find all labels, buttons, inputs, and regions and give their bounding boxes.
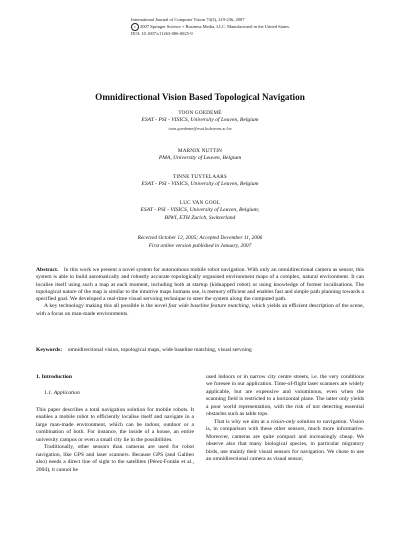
online-publication-date: First online version published in January, 2007 bbox=[148, 243, 252, 249]
author-affiliation: ESAT - PSI - VISICS, University of Leuven, Belgium bbox=[141, 181, 259, 188]
body-paragraph: used indoors or in narrow city centre streets, i.e. the very conditions we foresee in our application. Time-of-flight laser scanners are widely applicable, but are expensive and voluminous, even when the scanning field is restricted to a horizontal plane. The latter only yields a poor world representation, with the risk of not detecting essential obstacles such as table tops. bbox=[206, 374, 364, 418]
author-email: toon.goedeme@esat.kuleuven.ac.be bbox=[168, 125, 232, 131]
body-emphasis: vision-only bbox=[270, 418, 296, 425]
journal-copyright bbox=[131, 23, 341, 31]
abstract-label: Abstract. bbox=[36, 267, 59, 273]
journal-citation: International Journal of Computer Vision 74(3), 219-236, 2007 bbox=[131, 17, 245, 22]
abstract-text: A key technology making this all possible is the novel bbox=[44, 303, 167, 310]
body-text: solution to navigation. Vision is, in comparison with these other sensors, much more informative. Moreover, cameras are quite compact and increasingly cheap. We observe also that many biological species, in particular migratory birds, use mainly their visual sensors for navigation. We chose to use an omnidirectional camera as visual sensor, bbox=[206, 418, 364, 462]
body-text: That is why we aim at a bbox=[214, 418, 269, 425]
abstract-text: In this work we present a novel system for autonomous mobile robot navigation. With only an omnidirectional camera as sensor, this system is able to build automatically and robustly accurate topologically organised environment maps of a complex, natural environment. It can localise itself using such a map at each moment, including both at startup (kidnapped robot) or using knowledge of former localisations. The topological nature of the map is similar to the intuitive maps humans use, is memory efficient and enables fast and simple path planning towards a specified goal. We developed a real-time visual servoing technique to steer the system along the computed path. bbox=[36, 267, 364, 303]
abstract bbox=[36, 267, 364, 318]
copyright-text: 2007 Springer Science + Business Media, LLC. Manufactured in the United States. bbox=[140, 23, 291, 29]
received-accepted-dates: Received October 12, 2005; Accepted December 11, 2006 bbox=[137, 235, 263, 241]
author-name: TOON GOEDEMÉ bbox=[178, 110, 222, 116]
body-paragraph: This paper describes a total navigation solution for mobile robots. It enables a mobile robot to efficiently localise itself and navigate in a large man-made environment, which can be indoor, outdoor or a combination of both. For instance, the inside of a house, an entire university campus or even a small city lie in the possibilities. bbox=[36, 406, 194, 443]
author-block-2 bbox=[0, 148, 400, 163]
journal-doi: DOI: 10.1007/s11263-006-0025-9 bbox=[131, 30, 193, 36]
paper-title: Omnidirectional Vision Based Topological Navigation bbox=[95, 92, 305, 102]
right-column bbox=[206, 374, 364, 463]
abstract-paragraph-2 bbox=[36, 303, 364, 318]
keywords bbox=[36, 347, 364, 353]
journal-header bbox=[131, 17, 341, 37]
keywords-text: omnidirectional vision, topological maps, wide baseline matching, visual servoing bbox=[67, 347, 252, 353]
subsection-heading: 1.1. Application bbox=[44, 390, 80, 397]
author-name: LUC VAN GOOL bbox=[179, 200, 221, 206]
keywords-label: Keywords: bbox=[36, 347, 63, 353]
section-heading: 1. Introduction bbox=[36, 374, 72, 380]
author-affiliation: ESAT - PSI - VISICS, University of Leuven, Belgium bbox=[141, 117, 259, 124]
author-affiliation-secondary: BIWI, ETH Zurich, Switzerland bbox=[164, 214, 236, 221]
author-block-4 bbox=[0, 200, 400, 222]
publication-dates bbox=[0, 234, 400, 250]
abstract-paragraph-1 bbox=[36, 267, 364, 303]
body-paragraph bbox=[206, 419, 364, 464]
left-column bbox=[36, 374, 194, 474]
abstract-emphasis: fast wide baseline feature matching bbox=[168, 303, 249, 310]
author-block-1 bbox=[0, 110, 400, 132]
author-name: MARNIX NUTTIN bbox=[177, 148, 223, 154]
author-affiliation: PMA, University of Leuven, Belgium bbox=[158, 155, 242, 162]
body-paragraph: Traditionally, other sensors than cameras are used for robot navigation, like GPS and laser scanners. Because GPS (and Galileo also) needs a direct line of sight to the satellites (Pérez-Fontán et al., 2004), it cannot be bbox=[36, 444, 194, 473]
author-name: TINNE TUYTELAARS bbox=[173, 174, 227, 180]
abstract-text: , which yields an efficient description of the scene, with a focus on man-made environments. bbox=[36, 303, 364, 317]
copyright-icon: c bbox=[131, 23, 139, 31]
author-block-3 bbox=[0, 174, 400, 189]
author-affiliation: ESAT - PSI - VISICS, University of Leuven, Belgium; bbox=[140, 207, 260, 214]
